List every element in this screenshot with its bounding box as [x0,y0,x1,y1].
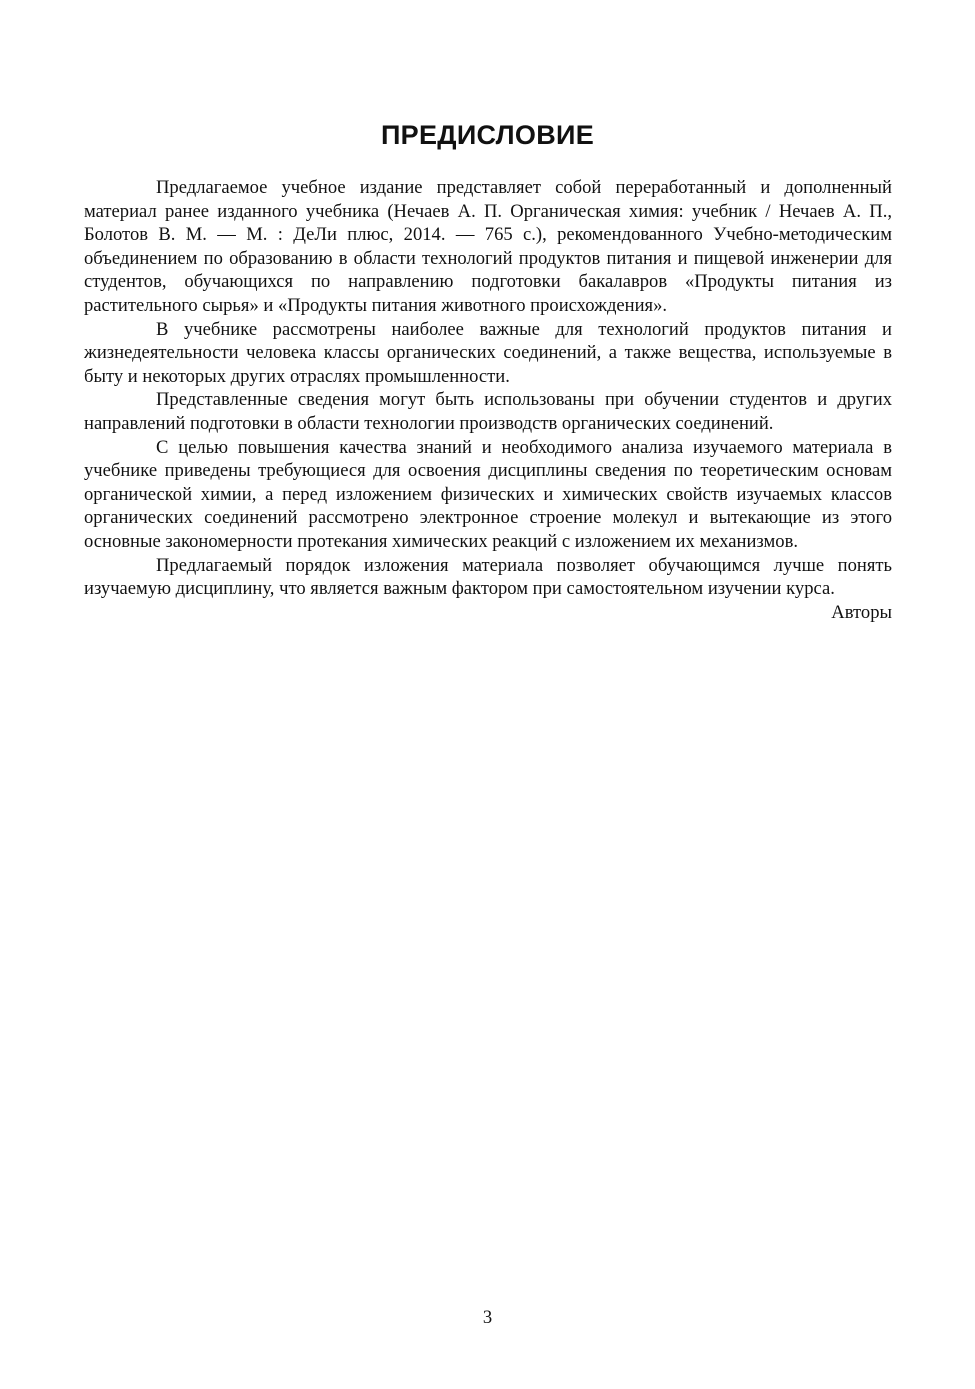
body-text [84,176,892,624]
page-number: 3 [482,1307,493,1328]
paragraph-5: Предлагаемый порядок изложения материала позволяет обучающимся лучше понять изучаемую дисциплину, что является важным фактором при самостоятельном изучении курса. [84,554,892,600]
paragraph-4: С целью повышения качества знаний и необходимого анализа изучаемого материала в учебнике приведены требующиеся для освоения дисциплины сведения по теоретическим основам органической химии, а перед изложением физических и химических свойств изучаемых классов органических соединений рассмотрено электронное строение молекул и вытекающие из этого основные закономерности протекания химических реакций с изложением их механизмов. [84,436,892,552]
signature: Авторы [831,601,892,623]
paragraph-3: Представленные сведения могут быть использованы при обучении студентов и других направлений подготовки в области технологии производств органических соединений. [84,389,892,434]
paragraph-2: В учебнике рассмотрены наиболее важные для технологий продуктов питания и жизнедеятельности человека классы органических соединений, а также вещества, используемые в быту и некоторых других отраслях промышленности. [84,318,892,387]
page-title: ПРЕДИСЛОВИЕ [380,120,595,150]
paragraph-1: Предлагаемое учебное издание представляет собой переработанный и дополненный материал ранее изданного учебника (Нечаев А. П. Органическая химия: учебник / Нечаев А. П., Болотов В. М. — М. : ДеЛи плюс, 2014. — 765 с.), рекомендованного Учебно-методическим объединением по образованию в области технологий продуктов питания и пищевой инженерии для студентов, обучающихся по направлению подготовки бакалавров «Продукты питания из растительного сырья» и «Продукты питания животного происхождения». [84,177,892,316]
